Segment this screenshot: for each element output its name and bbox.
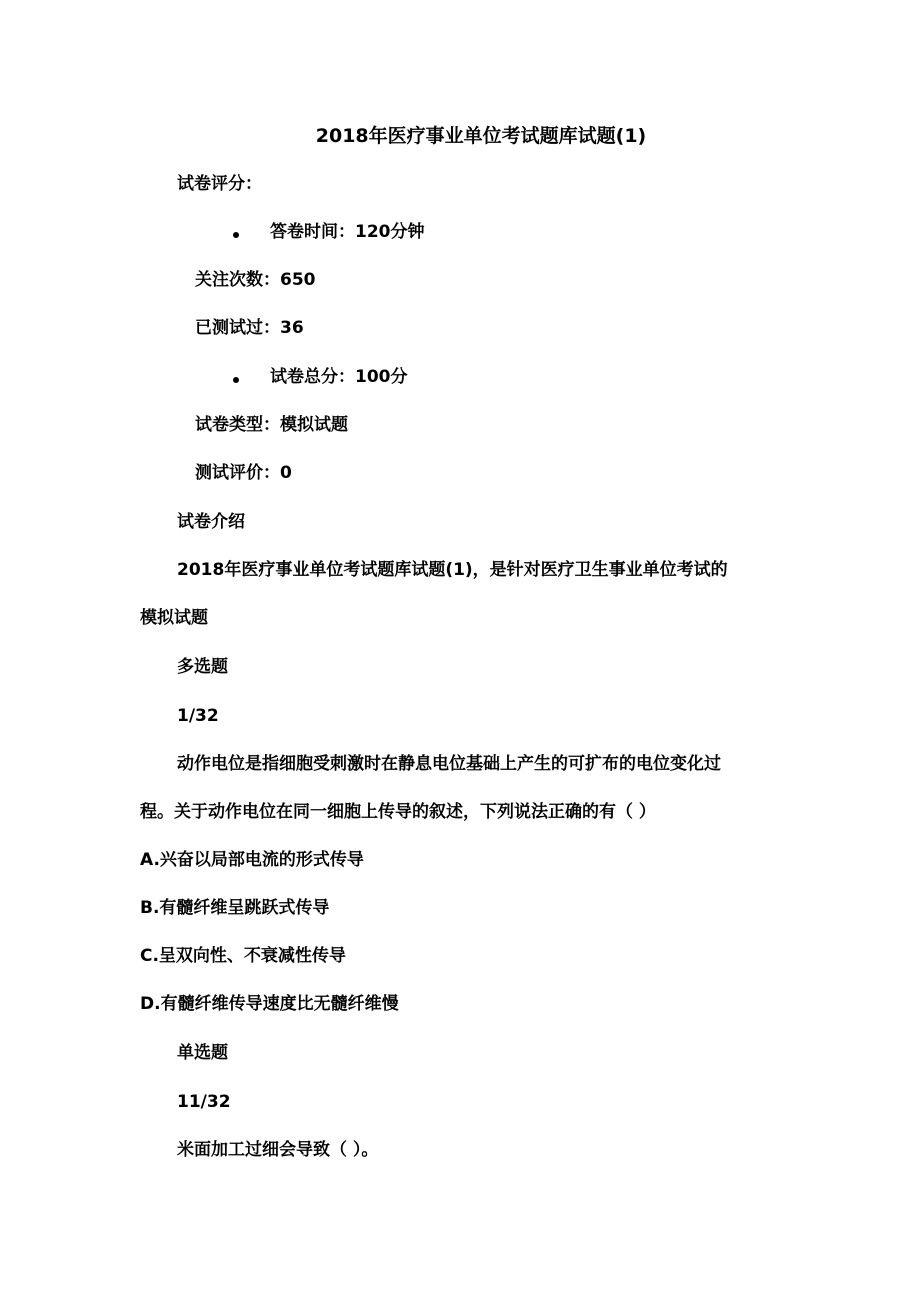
bullet-icon	[233, 232, 239, 238]
option-b: B.有髓纤维呈跳跃式传导	[140, 898, 330, 918]
total-score: 试卷总分：100分	[270, 367, 408, 387]
answer-time: 答卷时间：120分钟	[270, 222, 425, 242]
question-index: 11/32	[177, 1092, 231, 1112]
follow-count: 关注次数：650	[195, 270, 316, 290]
question-stem-line-2: 程。关于动作电位在同一细胞上传导的叙述，下列说法正确的有（ ）	[140, 802, 656, 822]
option-a: A.兴奋以局部电流的形式传导	[140, 850, 364, 870]
paper-type: 试卷类型：模拟试题	[195, 415, 348, 435]
bullet-icon	[233, 377, 239, 383]
tested-count: 已测试过：36	[195, 318, 304, 338]
intro-heading: 试卷介绍	[177, 512, 245, 532]
question-index: 1/32	[177, 706, 219, 726]
option-c: C.呈双向性、不衰减性传导	[140, 946, 346, 966]
intro-line-2: 模拟试题	[140, 608, 208, 628]
page-title: 2018年医疗事业单位考试题库试题(1)	[315, 125, 647, 147]
question-stem: 米面加工过细会导致（ ）。	[177, 1140, 379, 1160]
test-rating: 测试评价：0	[195, 463, 292, 483]
score-label: 试卷评分：	[177, 174, 262, 194]
question-type: 单选题	[177, 1043, 228, 1063]
option-d: D.有髓纤维传导速度比无髓纤维慢	[140, 994, 399, 1014]
question-type: 多选题	[177, 657, 228, 677]
intro-line-1: 2018年医疗事业单位考试题库试题(1)，是针对医疗卫生事业单位考试的	[177, 560, 728, 580]
question-stem-line-1: 动作电位是指细胞受刺激时在静息电位基础上产生的可扩布的电位变化过	[177, 754, 721, 774]
